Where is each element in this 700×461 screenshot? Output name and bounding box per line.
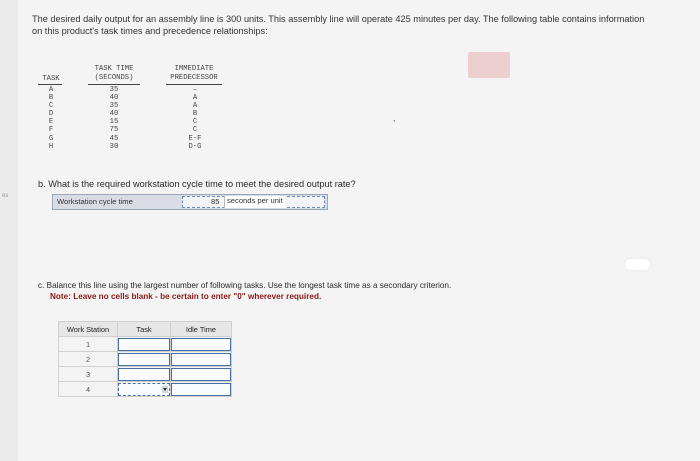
predecessor-header [163,65,225,83]
overlay-pill [625,259,650,270]
idle-cell[interactable] [171,352,232,367]
table-cell: E [48,118,54,127]
table-row [59,337,232,352]
task-select-4[interactable] [118,383,170,396]
idle-input-1[interactable] [171,338,231,351]
table-cell: B [48,94,54,103]
time-header [86,65,142,83]
table-cell: D-G [188,142,202,151]
task-header-rule [38,84,62,85]
side-tag: es [2,193,9,199]
predecessor-header-line2: PREDECESSOR [170,74,218,82]
idle-cell[interactable] [171,337,232,352]
idle-col-header: Idle Time [171,322,232,337]
table-cell: 40 [109,110,119,119]
idle-input-3[interactable] [171,368,231,381]
table-cell: B [192,110,198,119]
table-cell: – [192,86,198,94]
cycle-time-unit: seconds per unit [224,196,285,208]
predecessor-column [180,86,210,151]
task-cell[interactable] [118,352,171,367]
time-header-rule [88,84,140,85]
question-c-note [50,292,321,301]
task-cell[interactable] [118,382,171,397]
task-cell[interactable] [118,337,171,352]
cycle-time-value: 85 [211,197,220,206]
idle-cell[interactable] [171,382,232,397]
task-header: TASK [42,75,60,83]
table-cell: A [192,102,198,111]
time-header-line2: (SECONDS) [94,74,134,82]
table-cell: A [192,94,198,103]
stray-mark: , [393,114,396,123]
table-cell: 30 [109,142,119,151]
table-cell: 40 [109,94,119,103]
task-input-2[interactable] [118,353,170,366]
task-cell[interactable] [118,367,171,382]
table-cell: E-F [188,134,202,143]
time-column [104,86,124,151]
table-cell: C [192,126,198,135]
table-cell: 35 [109,102,119,111]
table-cell: D [48,110,54,119]
predecessor-header-line1: IMMEDIATE [174,65,214,73]
task-input-3[interactable] [118,368,170,381]
cycle-time-label: Workstation cycle time [57,197,133,206]
table-row [59,367,232,382]
balance-table [58,321,232,397]
table-cell: 35 [109,86,119,94]
task-column [44,86,58,151]
time-header-line1: TASK TIME [94,65,134,73]
answer-b-row [52,194,328,210]
table-cell: G [48,134,54,143]
problem-intro: The desired daily output for an assembly line is 300 units. This assembly line will operate 425 minutes per day. The following table contains information on this product's task times and precedence relationships: [32,14,645,36]
table-cell: 45 [109,134,119,143]
balance-header-row [59,322,232,337]
station-number: 3 [59,367,118,382]
table-row [59,382,232,397]
table-row [59,352,232,367]
table-cell: C [48,102,54,111]
table-cell: 75 [109,126,119,135]
table-cell: H [48,142,54,151]
table-cell: 15 [109,118,119,127]
idle-input-4[interactable] [171,383,231,396]
station-number: 2 [59,352,118,367]
question-b: b. What is the required workstation cycle time to meet the desired output rate? [38,179,356,189]
red-watermark-mark [468,52,510,78]
idle-cell[interactable] [171,367,232,382]
chevron-down-icon[interactable] [162,386,168,393]
table-cell: F [48,126,54,135]
question-c: c. Balance this line using the largest number of following tasks. Use the longest task time as a secondary criterion. [38,281,452,290]
predecessor-header-rule [166,84,222,85]
station-number: 4 [59,382,118,397]
note-text: Note: Leave no cells blank - be certain to enter "0" wherever required. [50,292,322,301]
station-number: 1 [59,337,118,352]
task-input-1[interactable] [118,338,170,351]
table-cell: A [48,86,54,94]
table-cell: C [192,118,198,127]
idle-input-2[interactable] [171,353,231,366]
station-header: Work Station [59,322,118,337]
cycle-time-input[interactable] [182,196,325,208]
task-col-header: Task [118,322,171,337]
